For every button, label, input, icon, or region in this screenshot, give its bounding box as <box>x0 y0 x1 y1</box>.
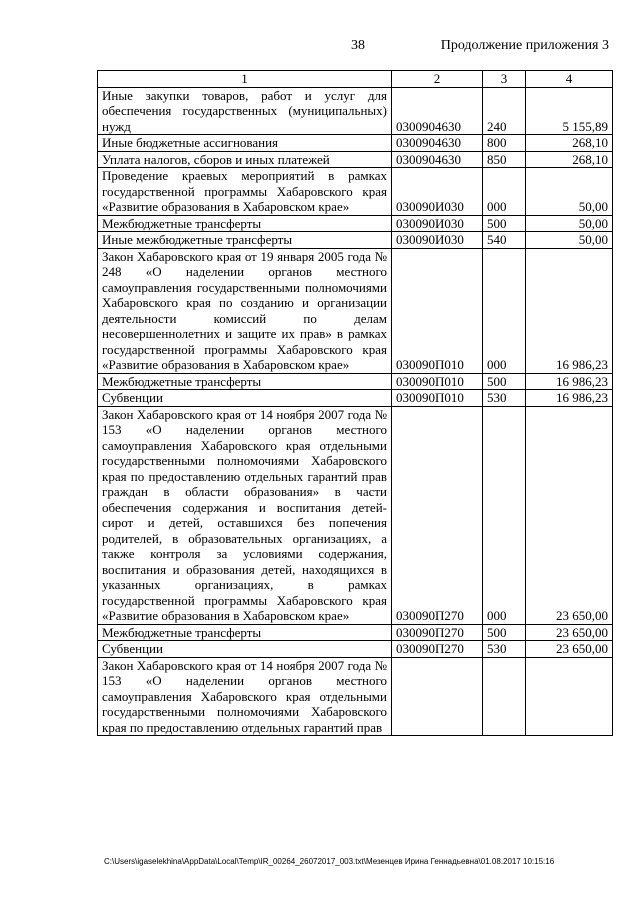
column-header: 3 <box>483 71 526 88</box>
table-row <box>98 657 613 736</box>
row-code-cell <box>392 657 483 736</box>
column-header: 1 <box>98 71 392 88</box>
table-row <box>98 373 613 390</box>
table-row <box>98 215 613 232</box>
row-name-cell: Субвенции <box>98 390 392 407</box>
table-row <box>98 135 613 152</box>
column-header: 4 <box>526 71 613 88</box>
row-code-cell: 0300904630 <box>392 151 483 168</box>
row-name-cell: Закон Хабаровского края от 19 января 2005 года № 248 «О наделении органов местного самоуправления государственными полномочиями Хабаровского края по созданию и организации деятельности комиссий по делам несовершеннолетних и защите их прав» в рамках государственной программы Хабаровского края «Развитие образования в Хабаровском крае» <box>98 248 392 373</box>
row-type-cell: 800 <box>483 135 526 152</box>
row-code-cell: 030090П010 <box>392 390 483 407</box>
row-amount-cell: 50,00 <box>526 215 613 232</box>
row-code-cell: 0300904630 <box>392 135 483 152</box>
row-type-cell: 000 <box>483 248 526 373</box>
row-type-cell: 000 <box>483 406 526 624</box>
table-header-row <box>98 71 613 88</box>
row-code-cell: 030090П270 <box>392 406 483 624</box>
row-type-cell: 540 <box>483 232 526 249</box>
row-name-cell: Субвенции <box>98 641 392 658</box>
row-name-cell: Иные бюджетные ассигнования <box>98 135 392 152</box>
table-row <box>98 87 613 135</box>
row-amount-cell: 16 986,23 <box>526 248 613 373</box>
row-name-cell: Межбюджетные трансферты <box>98 373 392 390</box>
table-row <box>98 232 613 249</box>
row-type-cell: 000 <box>483 168 526 216</box>
row-name-cell: Иные закупки товаров, работ и услуг для обеспечения государственных (муниципальных) нужд <box>98 87 392 135</box>
row-code-cell: 030090П270 <box>392 641 483 658</box>
row-type-cell: 530 <box>483 390 526 407</box>
row-amount-cell: 16 986,23 <box>526 373 613 390</box>
row-name-cell: Закон Хабаровского края от 14 ноября 2007 года № 153 «О наделении органов местного самоуправления Хабаровского края отдельными государственными полномочиями Хабаровского края по предоставлению отдельных гарантий прав <box>98 657 392 736</box>
row-type-cell: 850 <box>483 151 526 168</box>
row-name-cell: Проведение краевых мероприятий в рамках государственной программы Хабаровского края «Развитие образования в Хабаровском крае» <box>98 168 392 216</box>
table-row <box>98 168 613 216</box>
table-row <box>98 151 613 168</box>
row-code-cell: 030090И030 <box>392 232 483 249</box>
table-row <box>98 248 613 373</box>
row-code-cell: 030090П010 <box>392 248 483 373</box>
row-name-cell: Иные межбюджетные трансферты <box>98 232 392 249</box>
row-name-cell: Межбюджетные трансферты <box>98 215 392 232</box>
file-path-footer: C:\Users\igaselekhina\AppData\Local\Temp\IR_00264_26072017_003.txt\Мезенцев Ирина Геннадьевна\01.08.2017 10:15:16 <box>104 857 555 866</box>
page-number: 38 <box>351 38 365 53</box>
row-name-cell: Межбюджетные трансферты <box>98 624 392 641</box>
row-type-cell <box>483 657 526 736</box>
row-code-cell: 030090П270 <box>392 624 483 641</box>
continuation-title: Продолжение приложения 3 <box>440 38 609 53</box>
row-name-cell: Закон Хабаровского края от 14 ноября 2007 года № 153 «О наделении органов местного самоуправления Хабаровского края отдельными государственными полномочиями Хабаровского края по предоставлению отдельных гарантий прав граждан в области образования» в части обеспечения содержания и воспитания детей-сирот и детей, оставшихся без попечения родителей, в образовательных организациях, а также контроля за условиями содержания, воспитания и образования детей, находящихся в указанных организациях, в рамках государственной программы Хабаровского края «Развитие образования в Хабаровском крае» <box>98 406 392 624</box>
column-header: 2 <box>392 71 483 88</box>
row-amount-cell: 268,10 <box>526 151 613 168</box>
row-amount-cell: 23 650,00 <box>526 624 613 641</box>
row-code-cell: 030090И030 <box>392 168 483 216</box>
row-amount-cell: 23 650,00 <box>526 406 613 624</box>
table-row <box>98 624 613 641</box>
budget-table <box>97 70 613 736</box>
table-row <box>98 390 613 407</box>
row-amount-cell: 268,10 <box>526 135 613 152</box>
row-type-cell: 500 <box>483 624 526 641</box>
row-type-cell: 530 <box>483 641 526 658</box>
row-amount-cell <box>526 657 613 736</box>
row-amount-cell: 23 650,00 <box>526 641 613 658</box>
row-amount-cell: 16 986,23 <box>526 390 613 407</box>
row-type-cell: 500 <box>483 215 526 232</box>
row-code-cell: 030090П010 <box>392 373 483 390</box>
row-name-cell: Уплата налогов, сборов и иных платежей <box>98 151 392 168</box>
row-type-cell: 500 <box>483 373 526 390</box>
row-type-cell: 240 <box>483 87 526 135</box>
row-code-cell: 0300904630 <box>392 87 483 135</box>
table-row <box>98 406 613 624</box>
row-code-cell: 030090И030 <box>392 215 483 232</box>
row-amount-cell: 50,00 <box>526 168 613 216</box>
row-amount-cell: 50,00 <box>526 232 613 249</box>
table-row <box>98 641 613 658</box>
row-amount-cell: 5 155,89 <box>526 87 613 135</box>
